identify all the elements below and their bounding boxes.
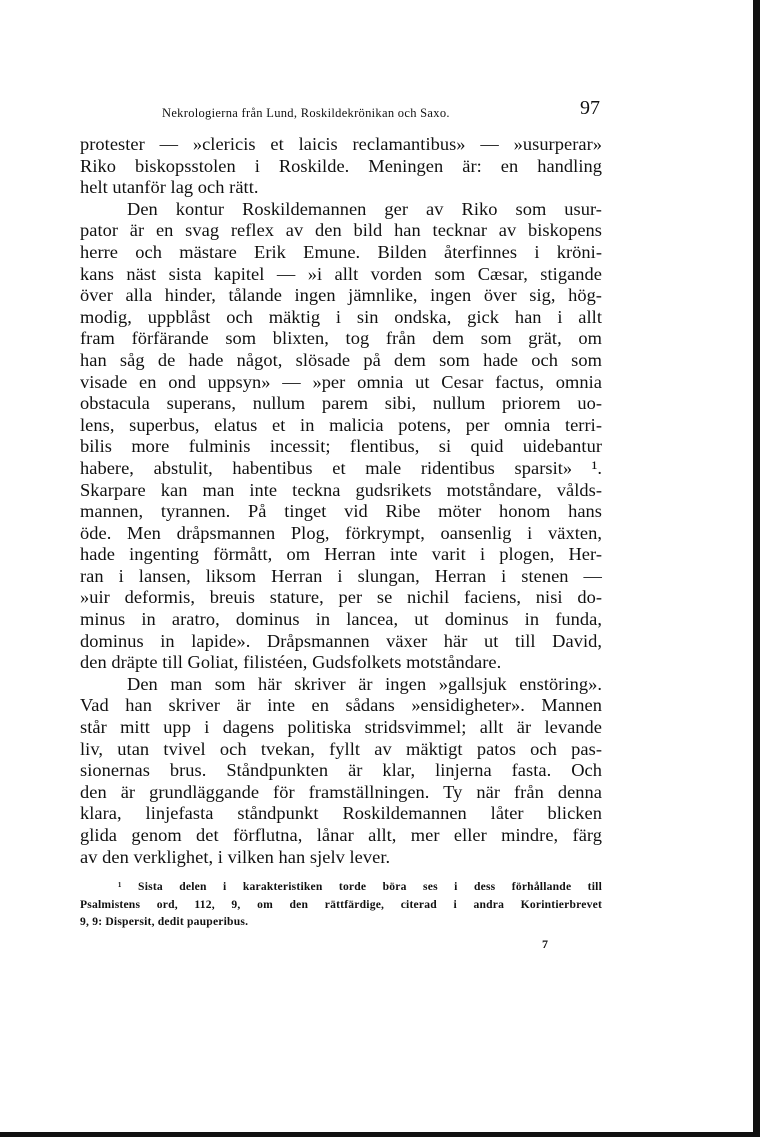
text-line: »uir deformis, breuis stature, per se nichil faciens, nisi do- xyxy=(80,587,602,608)
text-line: mannen, tyrannen. På tinget vid Ribe möter honom hans xyxy=(80,501,602,522)
text-line: protester — »clericis et laicis reclamantibus» — »usurperar» xyxy=(80,134,602,154)
footnote-line: 9, 9: Dispersit, dedit pauperibus. xyxy=(80,915,249,928)
text-line: lens, superbus, elatus et in malicia potens, per omnia terri- xyxy=(80,414,602,435)
text-line: Skarpare kan man inte teckna gudsrikets motståndare, vålds- xyxy=(80,479,602,500)
text-line: liv, utan tvivel och tvekan, fyllt av mäktigt patos och pas- xyxy=(80,738,602,759)
body-text xyxy=(80,134,602,868)
running-title: Nekrologierna från Lund, Roskildekrönikan och Saxo. xyxy=(162,106,450,120)
text-line: pator är en svag reflex av den bild han tecknar av biskopens xyxy=(80,220,602,241)
text-line: ran i lansen, liksom Herran i slungan, Herran i stenen — xyxy=(80,565,602,586)
text-line: Riko biskopsstolen i Roskilde. Meningen är: en handling xyxy=(80,155,602,176)
text-line: dominus in lapide». Dråpsmannen växer här ut till David, xyxy=(80,630,602,651)
text-line: öde. Men dråpsmannen Plog, förkrympt, oansenlig i växten, xyxy=(80,522,602,543)
text-line: hade ingenting förmått, om Herran inte varit i plogen, Her- xyxy=(80,544,602,565)
text-line: den är grundläggande för framställningen. Ty när från denna xyxy=(80,781,602,802)
text-line: klara, linjefasta ståndpunkt Roskildemannen låter blicken xyxy=(80,803,602,824)
text-line: glida genom det förflutna, lånar allt, mer eller mindre, färg xyxy=(80,825,602,845)
text-line: fram förfärande som blixten, tog från dem som grät, om xyxy=(80,328,602,349)
text-line: sionernas brus. Ståndpunkten är klar, linjerna fasta. Och xyxy=(80,760,602,781)
text-line: Den man som här skriver är ingen »gallsjuk enstöring». xyxy=(127,673,602,694)
footnote-line: Psalmistens ord, 112, 9, om den rättfärdige, citerad i andra Korintierbrevet xyxy=(80,897,602,911)
text-line: obstacula superans, nullum parem sibi, nullum priorem uo- xyxy=(80,393,602,414)
text-line: minus in aratro, dominus in lancea, ut dominus in funda, xyxy=(80,609,602,630)
footnote-line: ¹ Sista delen i karakteristiken torde böra ses i dess förhållande till xyxy=(118,880,602,893)
text-line: han såg de hade något, slösade på dem som hade och som xyxy=(80,349,602,370)
scan-edge-bottom xyxy=(0,1132,760,1137)
text-line: bilis more fulminis incessit; flentibus, si quid uidebantur xyxy=(80,436,602,457)
text-line: helt utanför lag och rätt. xyxy=(80,177,259,198)
signature-mark: 7 xyxy=(542,937,548,951)
page-number: 97 xyxy=(580,97,600,119)
text-line: Vad han skriver är inte en sådans »ensidigheter». Mannen xyxy=(80,695,602,716)
text-line: visade en ond uppsyn» — »per omnia ut Cesar factus, omnia xyxy=(80,371,602,392)
text-line: Den kontur Roskildemannen ger av Riko som usur- xyxy=(127,198,602,219)
text-line: habere, abstulit, habentibus et male ridentibus sparsit» ¹. xyxy=(80,457,602,478)
text-line: modig, uppblåst och mäktig i sin ondska, gick han i allt xyxy=(80,306,602,327)
text-line: av den verklighet, i vilken han sjelv lever. xyxy=(80,846,391,867)
footnotes xyxy=(80,878,602,931)
text-line: den dräpte till Goliat, filistéen, Gudsfolkets motståndare. xyxy=(80,652,502,673)
text-line: står mitt upp i dagens politiska stridsvimmel; allt är levande xyxy=(80,717,602,738)
scan-edge-right xyxy=(753,0,760,1137)
text-line: över alla hinder, tålande ingen jämnlike, ingen över sig, hög- xyxy=(80,285,602,306)
text-line: kans näst sista kapitel — »i allt vorden som Cæsar, stigande xyxy=(80,263,602,284)
text-line: herre och mästare Erik Emune. Bilden återfinnes i kröni- xyxy=(80,241,602,262)
